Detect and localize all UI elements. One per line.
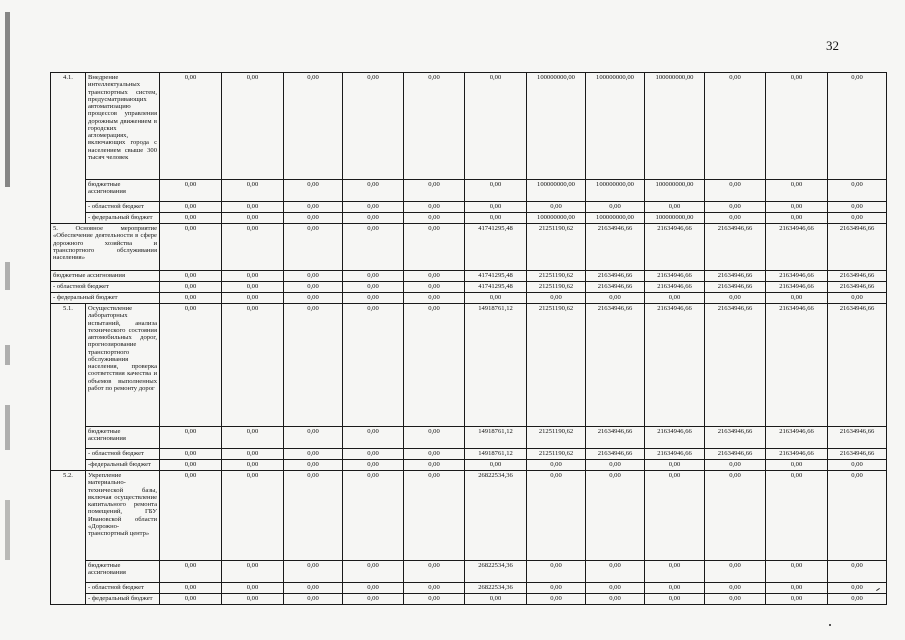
row-description: Осуществление лабораторных испытаний, анализа технического состояния автомобильных дорог, прогнозирование транспортного обслуживания населения, проверка соответствия качества и объемов выполненных работ по ремонту дорог bbox=[86, 304, 160, 427]
value-cell: 21634946,66 bbox=[586, 449, 645, 460]
row-description: Внедрение интеллектуальных транспортных систем, предусматривающих автоматизацию процессов управления дорожным движением в городских агломерациях, включающих города с населением свыше 300 тысяч человек bbox=[86, 73, 160, 180]
value-cell: 0,00 bbox=[343, 213, 404, 224]
value-cell: 0,00 bbox=[828, 594, 887, 605]
value-cell: 0,00 bbox=[222, 293, 284, 304]
value-cell: 0,00 bbox=[404, 583, 465, 594]
value-cell: 0,00 bbox=[705, 293, 766, 304]
value-cell: 0,00 bbox=[828, 180, 887, 202]
value-cell: 21251190,62 bbox=[527, 282, 586, 293]
value-cell: 0,00 bbox=[705, 180, 766, 202]
value-cell: 0,00 bbox=[343, 224, 404, 271]
value-cell: 0,00 bbox=[160, 460, 222, 471]
value-cell: 0,00 bbox=[404, 282, 465, 293]
value-cell: 21634946,66 bbox=[766, 304, 828, 427]
value-cell: 0,00 bbox=[343, 449, 404, 460]
value-cell: 21634946,66 bbox=[645, 449, 705, 460]
value-cell: 0,00 bbox=[465, 213, 527, 224]
value-cell: 0,00 bbox=[284, 304, 343, 427]
value-cell: 0,00 bbox=[160, 213, 222, 224]
value-cell: 21634946,66 bbox=[766, 282, 828, 293]
budget-table bbox=[50, 72, 887, 605]
value-cell: 0,00 bbox=[465, 293, 527, 304]
value-cell: 0,00 bbox=[766, 460, 828, 471]
row-description: 5. Основное мероприятие «Обеспечение деятельности в сфере дорожного хозяйства и транспортного обслуживания населения» bbox=[51, 224, 160, 271]
value-cell: 0,00 bbox=[527, 561, 586, 583]
value-cell: 21634946,66 bbox=[705, 427, 766, 449]
value-cell: 0,00 bbox=[705, 594, 766, 605]
value-cell: 0,00 bbox=[465, 460, 527, 471]
value-cell: 0,00 bbox=[404, 224, 465, 271]
value-cell: 0,00 bbox=[828, 202, 887, 213]
value-cell: 0,00 bbox=[222, 304, 284, 427]
value-cell: 21634946,66 bbox=[586, 271, 645, 282]
value-cell: 0,00 bbox=[586, 471, 645, 561]
row-description: бюджетные ассигнования bbox=[86, 180, 160, 202]
scan-dot bbox=[829, 624, 831, 626]
value-cell: 0,00 bbox=[284, 282, 343, 293]
table-row bbox=[51, 282, 887, 293]
value-cell: 0,00 bbox=[766, 73, 828, 180]
value-cell: 21634946,66 bbox=[705, 282, 766, 293]
value-cell: 0,00 bbox=[222, 271, 284, 282]
value-cell: 0,00 bbox=[645, 471, 705, 561]
value-cell: 0,00 bbox=[160, 471, 222, 561]
value-cell: 0,00 bbox=[160, 271, 222, 282]
value-cell: 0,00 bbox=[284, 293, 343, 304]
value-cell: 21634946,66 bbox=[586, 304, 645, 427]
value-cell: 0,00 bbox=[222, 460, 284, 471]
table-row bbox=[51, 304, 887, 427]
value-cell: 41741295,48 bbox=[465, 282, 527, 293]
value-cell: 0,00 bbox=[828, 471, 887, 561]
value-cell: 100000000,00 bbox=[645, 73, 705, 180]
value-cell: 100000000,00 bbox=[527, 213, 586, 224]
value-cell: 0,00 bbox=[222, 561, 284, 583]
value-cell: 0,00 bbox=[222, 427, 284, 449]
value-cell: 41741295,48 bbox=[465, 271, 527, 282]
value-cell: 0,00 bbox=[222, 583, 284, 594]
value-cell: 0,00 bbox=[284, 460, 343, 471]
value-cell: 0,00 bbox=[404, 460, 465, 471]
row-description: бюджетные ассигнования bbox=[86, 427, 160, 449]
value-cell: 0,00 bbox=[343, 202, 404, 213]
table-row bbox=[51, 213, 887, 224]
value-cell: 0,00 bbox=[284, 73, 343, 180]
value-cell: 21634946,66 bbox=[586, 224, 645, 271]
row-description: -федеральный бюджет bbox=[86, 460, 160, 471]
value-cell: 0,00 bbox=[343, 282, 404, 293]
value-cell: 0,00 bbox=[222, 202, 284, 213]
row-description: - федеральный бюджет bbox=[86, 213, 160, 224]
value-cell: 0,00 bbox=[527, 460, 586, 471]
value-cell: 0,00 bbox=[766, 213, 828, 224]
value-cell: 21634946,66 bbox=[645, 271, 705, 282]
value-cell: 21251190,62 bbox=[527, 427, 586, 449]
value-cell: 0,00 bbox=[465, 73, 527, 180]
value-cell: 0,00 bbox=[404, 293, 465, 304]
value-cell: 0,00 bbox=[828, 213, 887, 224]
value-cell: 21251190,62 bbox=[527, 271, 586, 282]
value-cell: 0,00 bbox=[222, 224, 284, 271]
value-cell: 0,00 bbox=[705, 460, 766, 471]
value-cell: 0,00 bbox=[222, 180, 284, 202]
value-cell: 0,00 bbox=[828, 293, 887, 304]
value-cell: 0,00 bbox=[465, 594, 527, 605]
row-code: 5.1. bbox=[51, 304, 86, 471]
value-cell: 100000000,00 bbox=[586, 73, 645, 180]
value-cell: 0,00 bbox=[766, 594, 828, 605]
value-cell: 0,00 bbox=[404, 73, 465, 180]
value-cell: 0,00 bbox=[222, 594, 284, 605]
value-cell: 0,00 bbox=[705, 471, 766, 561]
page-number: 32 bbox=[826, 38, 839, 53]
row-description: - областной бюджет bbox=[86, 449, 160, 460]
row-description: бюджетные ассигнования bbox=[86, 561, 160, 583]
table-row bbox=[51, 271, 887, 282]
value-cell: 0,00 bbox=[343, 583, 404, 594]
value-cell: 0,00 bbox=[284, 427, 343, 449]
value-cell: 100000000,00 bbox=[645, 180, 705, 202]
value-cell: 0,00 bbox=[404, 449, 465, 460]
row-description: - областной бюджет bbox=[86, 583, 160, 594]
value-cell: 0,00 bbox=[284, 202, 343, 213]
value-cell: 21634946,66 bbox=[828, 304, 887, 427]
value-cell: 21634946,66 bbox=[766, 271, 828, 282]
value-cell: 0,00 bbox=[343, 73, 404, 180]
value-cell: 0,00 bbox=[343, 561, 404, 583]
table-row bbox=[51, 460, 887, 471]
value-cell: 0,00 bbox=[705, 583, 766, 594]
value-cell: 26822534,36 bbox=[465, 471, 527, 561]
value-cell: 0,00 bbox=[586, 293, 645, 304]
value-cell: 0,00 bbox=[527, 293, 586, 304]
value-cell: 0,00 bbox=[645, 594, 705, 605]
value-cell: 0,00 bbox=[284, 224, 343, 271]
value-cell: 0,00 bbox=[705, 73, 766, 180]
value-cell: 0,00 bbox=[284, 561, 343, 583]
value-cell: 0,00 bbox=[222, 213, 284, 224]
value-cell: 0,00 bbox=[766, 180, 828, 202]
value-cell: 0,00 bbox=[828, 73, 887, 180]
value-cell: 0,00 bbox=[343, 460, 404, 471]
table-row bbox=[51, 293, 887, 304]
value-cell: 100000000,00 bbox=[586, 180, 645, 202]
value-cell: 41741295,48 bbox=[465, 224, 527, 271]
value-cell: 0,00 bbox=[705, 561, 766, 583]
value-cell: 21251190,62 bbox=[527, 449, 586, 460]
table-row bbox=[51, 561, 887, 583]
value-cell: 100000000,00 bbox=[527, 73, 586, 180]
row-description: - федеральный бюджет bbox=[86, 594, 160, 605]
value-cell: 0,00 bbox=[465, 180, 527, 202]
value-cell: 0,00 bbox=[527, 583, 586, 594]
value-cell: 21251190,62 bbox=[527, 304, 586, 427]
value-cell: 100000000,00 bbox=[586, 213, 645, 224]
value-cell: 21634946,66 bbox=[828, 271, 887, 282]
value-cell: 0,00 bbox=[284, 180, 343, 202]
value-cell: 100000000,00 bbox=[527, 180, 586, 202]
value-cell: 0,00 bbox=[160, 594, 222, 605]
table-row bbox=[51, 583, 887, 594]
value-cell: 0,00 bbox=[343, 471, 404, 561]
value-cell: 21634946,66 bbox=[828, 224, 887, 271]
row-description: Укрепление материально-технической базы, включая осуществление капитального ремонта помещений, ГБУ Ивановской области «Дорожно-транспортный центр» bbox=[86, 471, 160, 561]
row-description: бюджетные ассигнования bbox=[51, 271, 160, 282]
value-cell: 0,00 bbox=[705, 202, 766, 213]
row-code: 5.2. bbox=[51, 471, 86, 605]
value-cell: 0,00 bbox=[404, 471, 465, 561]
value-cell: 0,00 bbox=[465, 202, 527, 213]
value-cell: 0,00 bbox=[404, 271, 465, 282]
value-cell: 0,00 bbox=[527, 471, 586, 561]
value-cell: 0,00 bbox=[284, 471, 343, 561]
value-cell: 0,00 bbox=[705, 213, 766, 224]
value-cell: 14918761,12 bbox=[465, 449, 527, 460]
row-description: - областной бюджет bbox=[51, 282, 160, 293]
value-cell: 0,00 bbox=[284, 594, 343, 605]
value-cell: 21634946,66 bbox=[645, 427, 705, 449]
value-cell: 0,00 bbox=[343, 304, 404, 427]
value-cell: 0,00 bbox=[766, 583, 828, 594]
value-cell: 21634946,66 bbox=[645, 282, 705, 293]
table-row bbox=[51, 427, 887, 449]
value-cell: 0,00 bbox=[160, 304, 222, 427]
value-cell: 0,00 bbox=[284, 583, 343, 594]
value-cell: 0,00 bbox=[343, 271, 404, 282]
table-row bbox=[51, 449, 887, 460]
value-cell: 0,00 bbox=[404, 594, 465, 605]
value-cell: 0,00 bbox=[586, 583, 645, 594]
table-row bbox=[51, 180, 887, 202]
value-cell: 0,00 bbox=[404, 427, 465, 449]
value-cell: 0,00 bbox=[527, 202, 586, 213]
value-cell: 0,00 bbox=[586, 460, 645, 471]
value-cell: 21251190,62 bbox=[527, 224, 586, 271]
value-cell: 0,00 bbox=[343, 594, 404, 605]
value-cell: 21634946,66 bbox=[645, 304, 705, 427]
value-cell: 0,00 bbox=[160, 224, 222, 271]
value-cell: 0,00 bbox=[284, 449, 343, 460]
value-cell: 0,00 bbox=[828, 460, 887, 471]
row-description: - федеральный бюджет bbox=[51, 293, 160, 304]
value-cell: 0,00 bbox=[284, 271, 343, 282]
value-cell: 0,00 bbox=[160, 293, 222, 304]
value-cell: 0,00 bbox=[160, 427, 222, 449]
value-cell: 0,00 bbox=[527, 594, 586, 605]
value-cell: 21634946,66 bbox=[766, 224, 828, 271]
value-cell: 0,00 bbox=[766, 293, 828, 304]
value-cell: 0,00 bbox=[645, 460, 705, 471]
value-cell: 0,00 bbox=[645, 293, 705, 304]
table-row bbox=[51, 471, 887, 561]
value-cell: 21634946,66 bbox=[766, 449, 828, 460]
value-cell: 21634946,66 bbox=[705, 304, 766, 427]
value-cell: 0,00 bbox=[160, 202, 222, 213]
row-code: 4.1. bbox=[51, 73, 86, 224]
value-cell: 0,00 bbox=[160, 180, 222, 202]
value-cell: 0,00 bbox=[828, 561, 887, 583]
value-cell: 0,00 bbox=[586, 202, 645, 213]
value-cell: 0,00 bbox=[586, 561, 645, 583]
table-row bbox=[51, 202, 887, 213]
value-cell: 0,00 bbox=[766, 202, 828, 213]
value-cell: 0,00 bbox=[404, 561, 465, 583]
value-cell: 21634946,66 bbox=[828, 449, 887, 460]
value-cell: 26822534,36 bbox=[465, 583, 527, 594]
value-cell: 0,00 bbox=[284, 213, 343, 224]
value-cell: 21634946,66 bbox=[828, 427, 887, 449]
value-cell: 0,00 bbox=[343, 293, 404, 304]
value-cell: 0,00 bbox=[343, 427, 404, 449]
value-cell: 21634946,66 bbox=[586, 282, 645, 293]
table-row bbox=[51, 73, 887, 180]
value-cell: 0,00 bbox=[222, 73, 284, 180]
value-cell: 21634946,66 bbox=[828, 282, 887, 293]
value-cell: 0,00 bbox=[160, 449, 222, 460]
value-cell: 0,00 bbox=[404, 180, 465, 202]
value-cell: 0,00 bbox=[222, 449, 284, 460]
table-row bbox=[51, 224, 887, 271]
value-cell: 21634946,66 bbox=[705, 449, 766, 460]
table-row bbox=[51, 594, 887, 605]
value-cell: 0,00 bbox=[160, 561, 222, 583]
value-cell: 100000000,00 bbox=[645, 213, 705, 224]
value-cell: 21634946,66 bbox=[586, 427, 645, 449]
value-cell: 0,00 bbox=[160, 73, 222, 180]
value-cell: 0,00 bbox=[160, 282, 222, 293]
value-cell: 0,00 bbox=[645, 583, 705, 594]
value-cell: 0,00 bbox=[586, 594, 645, 605]
value-cell: 0,00 bbox=[404, 202, 465, 213]
scan-margin-marks bbox=[0, 0, 16, 640]
value-cell: 0,00 bbox=[222, 282, 284, 293]
row-description: - областной бюджет bbox=[86, 202, 160, 213]
value-cell: 21634946,66 bbox=[705, 224, 766, 271]
value-cell: 0,00 bbox=[404, 213, 465, 224]
value-cell: 0,00 bbox=[828, 583, 887, 594]
value-cell: 14918761,12 bbox=[465, 304, 527, 427]
value-cell: 0,00 bbox=[222, 471, 284, 561]
value-cell: 0,00 bbox=[160, 583, 222, 594]
value-cell: 26822534,36 bbox=[465, 561, 527, 583]
value-cell: 21634946,66 bbox=[705, 271, 766, 282]
value-cell: 14918761,12 bbox=[465, 427, 527, 449]
value-cell: 0,00 bbox=[404, 304, 465, 427]
value-cell: 0,00 bbox=[766, 561, 828, 583]
value-cell: 0,00 bbox=[645, 561, 705, 583]
value-cell: 21634946,66 bbox=[645, 224, 705, 271]
value-cell: 21634946,66 bbox=[766, 427, 828, 449]
value-cell: 0,00 bbox=[766, 471, 828, 561]
value-cell: 0,00 bbox=[645, 202, 705, 213]
value-cell: 0,00 bbox=[343, 180, 404, 202]
